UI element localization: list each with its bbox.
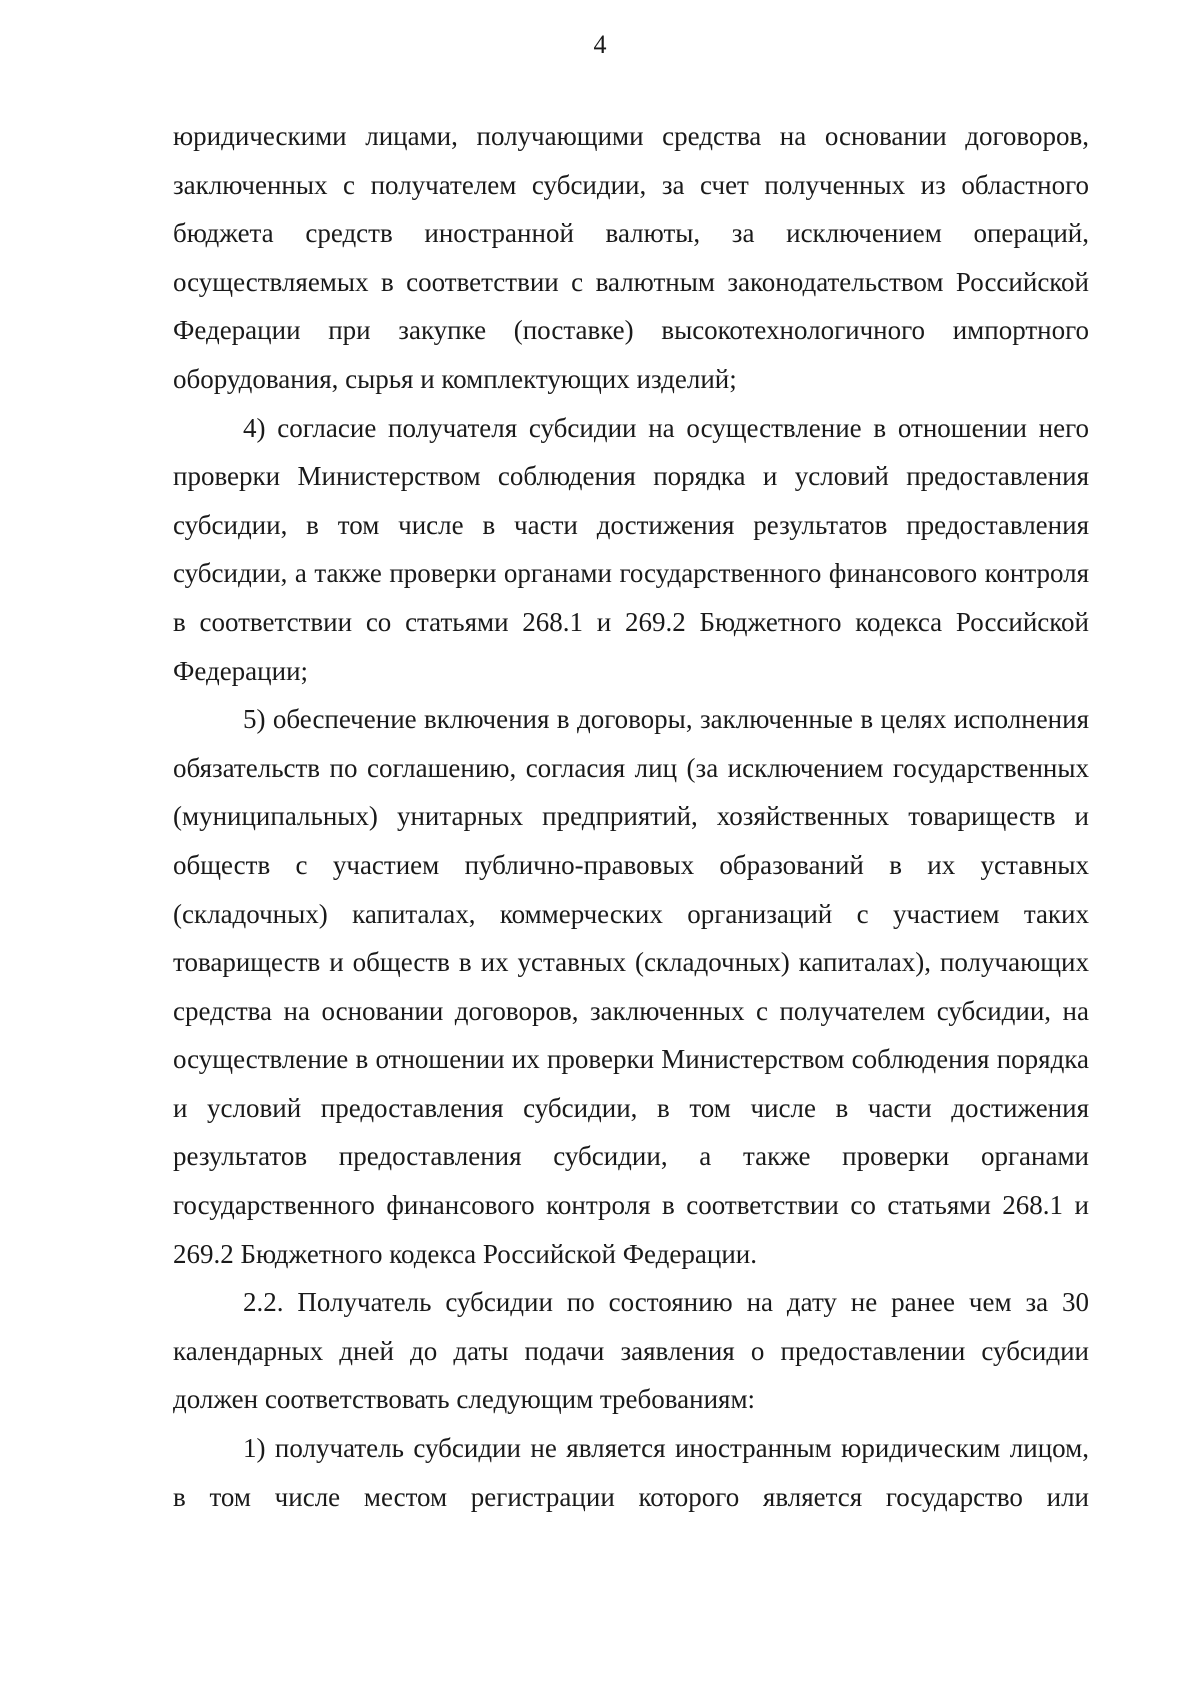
document-body [173, 112, 1089, 1521]
paragraph-item-1: 1) получатель субсидии не является иностранным юридическим лицом, в том числе местом регистрации которого является государство или [173, 1433, 1089, 1512]
page-number: 4 [593, 30, 607, 59]
paragraph-item-5: 5) обеспечение включения в договоры, заключенные в целях исполнения обязательств по соглашению, согласия лиц (за исключением государственных (муниципальных) унитарных предприятий, хозяйственных товариществ и обществ с участием публично-правовых образований в их уставных (складочных) капиталах, коммерческих организаций с участием таких товариществ и обществ в их уставных (складочных) капиталах), получающих средства на основании договоров, заключенных с получателем субсидии, на осуществление в отношении их проверки Министерством соблюдения порядка и условий предоставления субсидии, в том числе в части достижения результатов предоставления субсидии, а также проверки органами государственного финансового контроля в соответствии со статьями 268.1 и 269.2 Бюджетного кодекса Российской Федерации. [173, 704, 1089, 1269]
paragraph-section-2-2: 2.2. Получатель субсидии по состоянию на дату не ранее чем за 30 календарных дней до даты подачи заявления о предоставлении субсидии должен соответствовать следующим требованиям: [173, 1287, 1089, 1415]
paragraph-item-4: 4) согласие получателя субсидии на осуществление в отношении него проверки Министерством соблюдения порядка и условий предоставления субсидии, в том числе в части достижения результатов предоставления субсидии, а также проверки органами государственного финансового контроля в соответствии со статьями 268.1 и 269.2 Бюджетного кодекса Российской Федерации; [173, 412, 1089, 686]
paragraph-continuation: юридическими лицами, получающими средства на основании договоров, заключенных с получателем субсидии, за счет полученных из областного бюджета средств иностранной валюты, за исключением операций, осуществляемых в соответствии с валютным законодательством Российской Федерации при закупке (поставке) высокотехнологичного импортного оборудования, сырья и комплектующих изделий; [173, 121, 1089, 394]
